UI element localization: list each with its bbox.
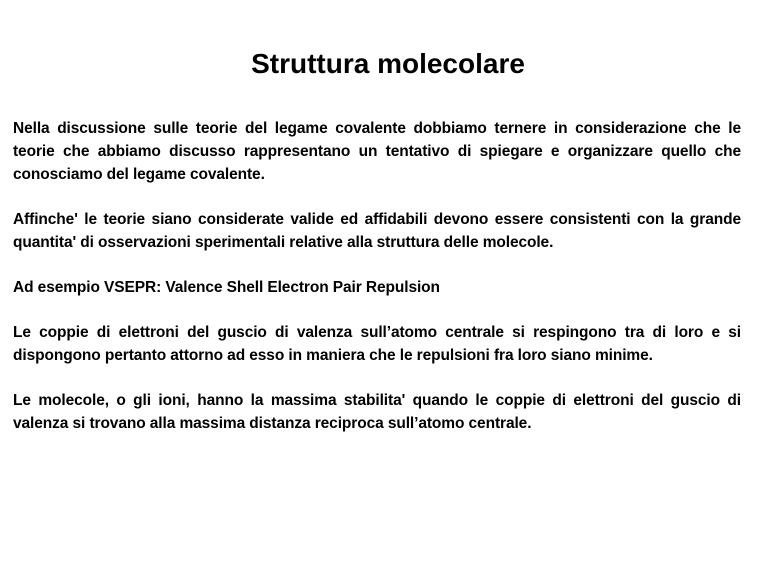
paragraph-theory-validity: Affinche' le teorie siano considerate valide ed affidabili devono essere consistenti con la grande quantita' di osservazioni sperimentali relative alla struttura delle molecole. (13, 211, 741, 251)
slide-body (13, 117, 741, 457)
paragraph-maximum-stability: Le molecole, o gli ioni, hanno la massima stabilita' quando le coppie di elettroni del guscio di valenza si trovano alla massima distanza reciproca sull’atomo centrale. (13, 392, 741, 432)
paragraph-electron-repulsion: Le coppie di elettroni del guscio di valenza sull’atomo centrale si respingono tra di loro e si dispongono pertanto attorno ad esso in maniera che le repulsioni fra loro siano minime. (13, 324, 741, 364)
slide-title: Struttura molecolare (251, 48, 525, 79)
paragraph-vsepr-example: Ad esempio VSEPR: Valence Shell Electron Pair Repulsion (13, 279, 440, 296)
paragraph-covalent-theories: Nella discussione sulle teorie del legame covalente dobbiamo ternere in considerazione che le teorie che abbiamo discusso rappresentano un tentativo di spiegare e organizzare quello che conosciamo del legame covalente. (13, 120, 741, 183)
